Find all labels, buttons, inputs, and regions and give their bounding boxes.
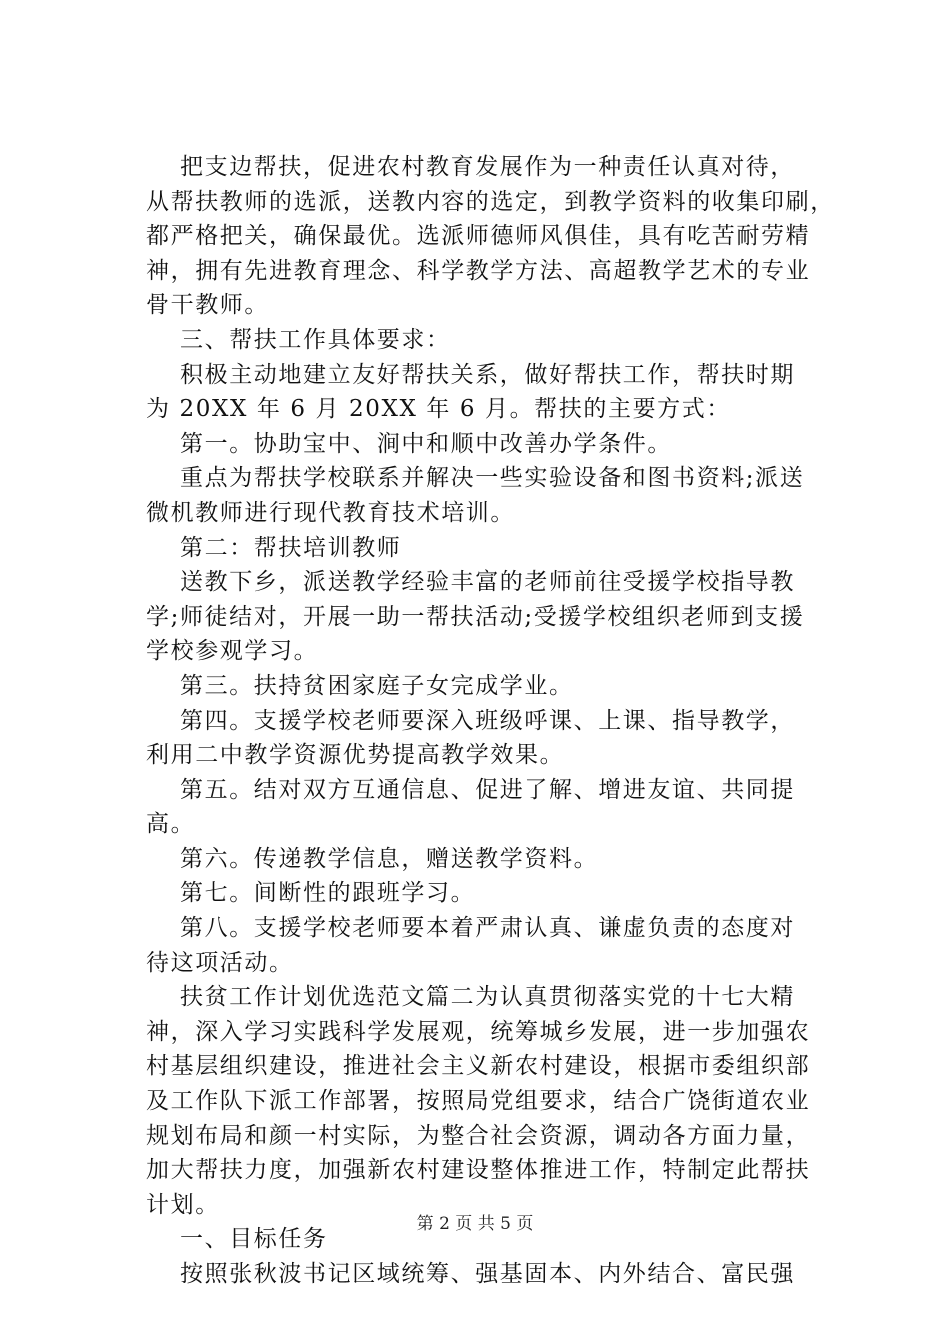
text-line: 学;师徒结对，开展一助一帮扶活动;受援学校组织老师到支援 [146, 603, 805, 630]
text-line: 神，深入学习实践科学发展观，统筹城乡发展，进一步加强农 [146, 1018, 811, 1045]
text-line: 一、目标任务 [180, 1226, 328, 1253]
text-line: 计划。 [146, 1191, 220, 1218]
text-line: 第四。支援学校老师要深入班级呼课、上课、指导教学， [180, 707, 795, 734]
text-line: 第一。协助宝中、涧中和顺中改善办学条件。 [180, 430, 672, 457]
text-line: 扶贫工作计划优选范文篇二为认真贯彻落实党的十七大精 [180, 984, 795, 1011]
text-line: 重点为帮扶学校联系并解决一些实验设备和图书资料;派送 [180, 465, 805, 492]
text-line: 积极主动地建立友好帮扶关系，做好帮扶工作，帮扶时期 [180, 361, 795, 388]
text-line: 待这项活动。 [146, 949, 294, 976]
text-line: 从帮扶教师的选派，送教内容的选定，到教学资料的收集印刷， [146, 188, 835, 215]
text-line: 高。 [146, 811, 196, 838]
text-line: 微机教师进行现代教育技术培训。 [146, 499, 515, 526]
text-line: 按照张秋波书记区域统筹、强基固本、内外结合、富民强 [180, 1261, 795, 1287]
page-footer: 第 2 页 共 5 页 [416, 1214, 534, 1234]
text-line: 第六。传递教学信息，赠送教学资料。 [180, 845, 599, 872]
text-line: 及工作队下派工作部署，按照局党组要求，结合广饶街道农业 [146, 1088, 811, 1115]
text-line: 第三。扶持贫困家庭子女完成学业。 [180, 672, 574, 699]
text-line: 加大帮扶力度，加强新农村建设整体推进工作，特制定此帮扶 [146, 1157, 811, 1184]
text-line: 规划布局和颜一村实际，为整合社会资源，调动各方面力量， [146, 1122, 811, 1149]
text-line: 三、帮扶工作具体要求： [180, 326, 451, 353]
text-line: 第八。支援学校老师要本着严肃认真、谦虚负责的态度对 [180, 915, 795, 942]
document-body [146, 150, 836, 1292]
text-line: 为 20XX 年 6 月 20XX 年 6 月。帮扶的主要方式： [146, 396, 731, 423]
text-line: 村基层组织建设，推进社会主义新农村建设，根据市委组织部 [146, 1053, 811, 1080]
text-line: 利用二中教学资源优势提高教学效果。 [146, 742, 565, 769]
text-line: 第七。间断性的跟班学习。 [180, 880, 476, 907]
text-line: 骨干教师。 [146, 292, 269, 319]
text-line: 学校参观学习。 [146, 638, 319, 665]
text-line: 都严格把关，确保最优。选派师德师风俱佳，具有吃苦耐劳精 [146, 223, 811, 250]
text-line: 第二：帮扶培训教师 [180, 534, 402, 561]
text-line: 神，拥有先进教育理念、科学教学方法、高超教学艺术的专业 [146, 257, 811, 284]
text-line: 第五。结对双方互通信息、促进了解、增进友谊、共同提 [180, 776, 795, 803]
text-line: 把支边帮扶，促进农村教育发展作为一种责任认真对待， [180, 154, 795, 180]
text-line: 送教下乡，派送教学经验丰富的老师前往受援学校指导教 [180, 569, 795, 596]
